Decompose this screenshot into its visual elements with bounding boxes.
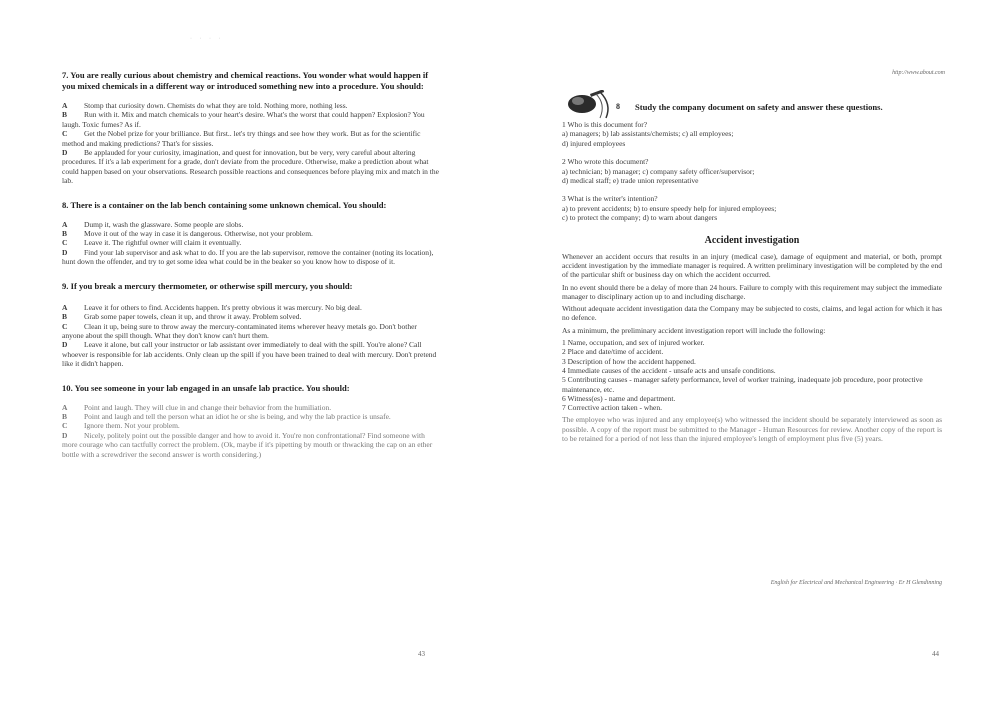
- book-footer: English for Electrical and Mechanical Engineering · Er H Glendinning: [770, 580, 942, 586]
- option-letter: D: [62, 247, 68, 257]
- option-text: Point and laugh and tell the person what an idiot he or she is being, and why the lab practice is unsafe.: [84, 411, 391, 421]
- list-item: 1 Name, occupation, and sex of injured worker.: [562, 338, 705, 348]
- task-badge-icon: [562, 90, 616, 120]
- option: [62, 340, 440, 368]
- option: [62, 403, 440, 412]
- option-letter: C: [62, 321, 68, 331]
- option-letter: B: [62, 312, 68, 322]
- article-paragraph: As a minimum, the preliminary accident investigation report will include the following:: [562, 325, 826, 335]
- article-closing: The employee who was injured and any employee(s) who witnessed the incident should be separately interviewed as soon as possible. A copy of the report must be submitted to the Manager - Human Resources for review. Another copy of the report is to be retained for a period of not less than the injured employee's length of employment plus five (5) years.: [562, 415, 942, 443]
- option-text: Dump it, wash the glassware. Some people are slobs.: [84, 219, 244, 229]
- option-text: Nicely, politely point out the possible danger and how to avoid it. You're non confrontational? Find someone with more courage who can tactfully correct the problem. (Ok, maybe if it's pipetting by mouth or thwacking the cap on an ether bottle with a screwdriver the second answer is worth considering.): [62, 430, 433, 459]
- option: [62, 148, 440, 186]
- task-header: [562, 90, 962, 122]
- question-9: [62, 281, 440, 369]
- question-text: 2 Who wrote this document?: [562, 157, 649, 167]
- option-text: Leave it. The rightful owner will claim it eventually.: [84, 238, 242, 248]
- article-paragraph: Whenever an accident occurs that results in an injury (medical case), damage of equipment and material, or both, prompt accident investigation by the immediate manager is required. A written preliminary investigation will be completed by the end of the particular shift or business day on which the accident occurred.: [562, 251, 942, 280]
- option-letter: D: [62, 340, 68, 350]
- list-item: 7 Corrective action taken - when.: [562, 403, 662, 413]
- option-text: Ignore them. Not your problem.: [84, 421, 180, 431]
- option-letter: A: [62, 101, 68, 110]
- question-10: [62, 383, 440, 459]
- option: [62, 303, 440, 312]
- option: [62, 101, 440, 110]
- option: [62, 312, 440, 321]
- option-text: Point and laugh. They will clue in and change their behavior from the humiliation.: [84, 402, 332, 412]
- article-title: Accident investigation: [704, 234, 800, 246]
- option-text: Find your lab supervisor and ask what to do. If you are the lab supervisor, remove the container (noting its location), hunt down the offender, and try to get some idea what could be in the beaker so you know how to dispose of it.: [62, 247, 434, 267]
- question-title: 9. If you break a mercury thermometer, or otherwise spill mercury, you should:: [62, 280, 353, 291]
- option-letter: A: [62, 219, 68, 229]
- page-number: 43: [418, 650, 425, 658]
- page-smudge: · · · ·: [190, 36, 224, 42]
- question-text: 1 Who is this document for?: [562, 120, 648, 129]
- right-page: [500, 0, 1000, 715]
- option-text: Grab some paper towels, clean it up, and throw it away. Problem solved.: [84, 312, 302, 322]
- task-title: Study the company document on safety and answer these questions.: [635, 102, 883, 112]
- option-letter: C: [62, 421, 68, 431]
- answer-line: a) to prevent accidents; b) to ensure speedy help for injured employees;: [562, 203, 777, 213]
- comprehension-question: [562, 157, 942, 185]
- option-letter: D: [62, 148, 68, 158]
- question-title: 7. You are really curious about chemistry and chemical reactions. You wonder what would happen if you mixed chemicals in a different way or introduced something new into a procedure. You should:: [62, 70, 429, 91]
- answer-line: c) to protect the company; d) to warn about dangers: [562, 213, 718, 223]
- question-8: [62, 200, 440, 267]
- option-letter: B: [62, 110, 68, 120]
- option-text: Clean it up, being sure to throw away the mercury-contaminated items wherever heavy metals go. Don't bother anyone about the spill though. What they don't know can't hurt them.: [62, 321, 417, 340]
- option: [62, 431, 440, 459]
- option: [62, 229, 440, 238]
- option-text: Stomp that curiosity down. Chemists do what they are told. Nothing more, nothing less.: [84, 101, 348, 110]
- document-column: [562, 120, 942, 446]
- option-text: Leave it for others to find. Accidents happen. It's pretty obvious it was mercury. No big deal.: [84, 302, 362, 312]
- quiz-column: [62, 70, 440, 473]
- article-paragraph: In no event should there be a delay of more than 24 hours. Failure to comply with this requirement may subject the immediate manager to disciplinary action up to and including discharge.: [562, 282, 942, 301]
- option: [62, 248, 440, 267]
- option: [62, 238, 440, 247]
- option: [62, 322, 440, 341]
- option-text: Be applauded for your curiosity, imagination, and quest for innovation, but be very, very careful about altering procedures. If it's a lab experiment for a grade, don't deviate from the procedure. Otherwise, make a prediction about what could happen based on your observations. Research possible reactions and consequences before playing mix and match in the lab.: [62, 148, 439, 186]
- article-paragraph: Without adequate accident investigation data the Company may be subjected to costs, claims, and legal action for which it has no defence.: [562, 304, 942, 323]
- answer-line: d) medical staff; e) trade union representative: [562, 176, 699, 186]
- answer-line: a) managers; b) lab assistants/chemists; c) all employees;: [562, 129, 734, 139]
- comprehension-question: [562, 120, 942, 148]
- list-item: 2 Place and date/time of accident.: [562, 347, 664, 357]
- list-item: 3 Description of how the accident happened.: [562, 356, 696, 366]
- option-letter: D: [62, 430, 68, 440]
- source-url: http://www.about.com: [892, 70, 945, 76]
- comprehension-question: [562, 194, 942, 222]
- option-text: Move it out of the way in case it is dangerous. Otherwise, not your problem.: [84, 229, 313, 239]
- task-number: 8: [616, 102, 620, 111]
- option: [62, 110, 440, 129]
- option-letter: C: [62, 129, 68, 139]
- list-item: 4 Immediate causes of the accident - unsafe acts and unsafe conditions.: [562, 365, 776, 375]
- option: [62, 421, 440, 430]
- report-items-list: [562, 338, 942, 412]
- option-letter: A: [62, 402, 68, 412]
- question-title: 10. You see someone in your lab engaged in an unsafe lab practice. You should:: [62, 382, 350, 393]
- option-text: Get the Nobel prize for your brilliance. But first.. let's try things and see how they work. But as for the scientific method and making predictions? That's for sissies.: [62, 129, 421, 148]
- answer-line: d) injured employees: [562, 138, 626, 148]
- option: [62, 129, 440, 148]
- answer-line: a) technician; b) manager; c) company safety officer/supervisor;: [562, 166, 755, 176]
- question-7: [62, 70, 440, 186]
- option-text: Leave it alone, but call your instructor or lab assistant over immediately to deal with the spill. You're alone? Call whoever is responsible for lab accidents. Only clean up the spill if you have been trained to deal with mercury. Don't pretend like it didn't happen.: [62, 340, 437, 369]
- option-letter: B: [62, 411, 68, 421]
- option-letter: C: [62, 238, 68, 248]
- option-text: Run with it. Mix and match chemicals to your heart's desire. What's the worst that could happen? Explosion? You laugh. Toxic fumes? As if.: [62, 110, 425, 129]
- question-title: 8. There is a container on the lab bench containing some unknown chemical. You should:: [62, 199, 387, 210]
- option: [62, 220, 440, 229]
- question-text: 3 What is the writer's intention?: [562, 194, 658, 204]
- option-letter: B: [62, 229, 68, 239]
- option: [62, 412, 440, 421]
- list-item: 6 Witness(es) - name and department.: [562, 393, 676, 403]
- option-letter: A: [62, 302, 68, 312]
- list-item: 5 Contributing causes - manager safety performance, level of worker training, inadequate job procedure, poor protective maintenance, etc.: [562, 375, 923, 394]
- page-number: 44: [932, 650, 939, 658]
